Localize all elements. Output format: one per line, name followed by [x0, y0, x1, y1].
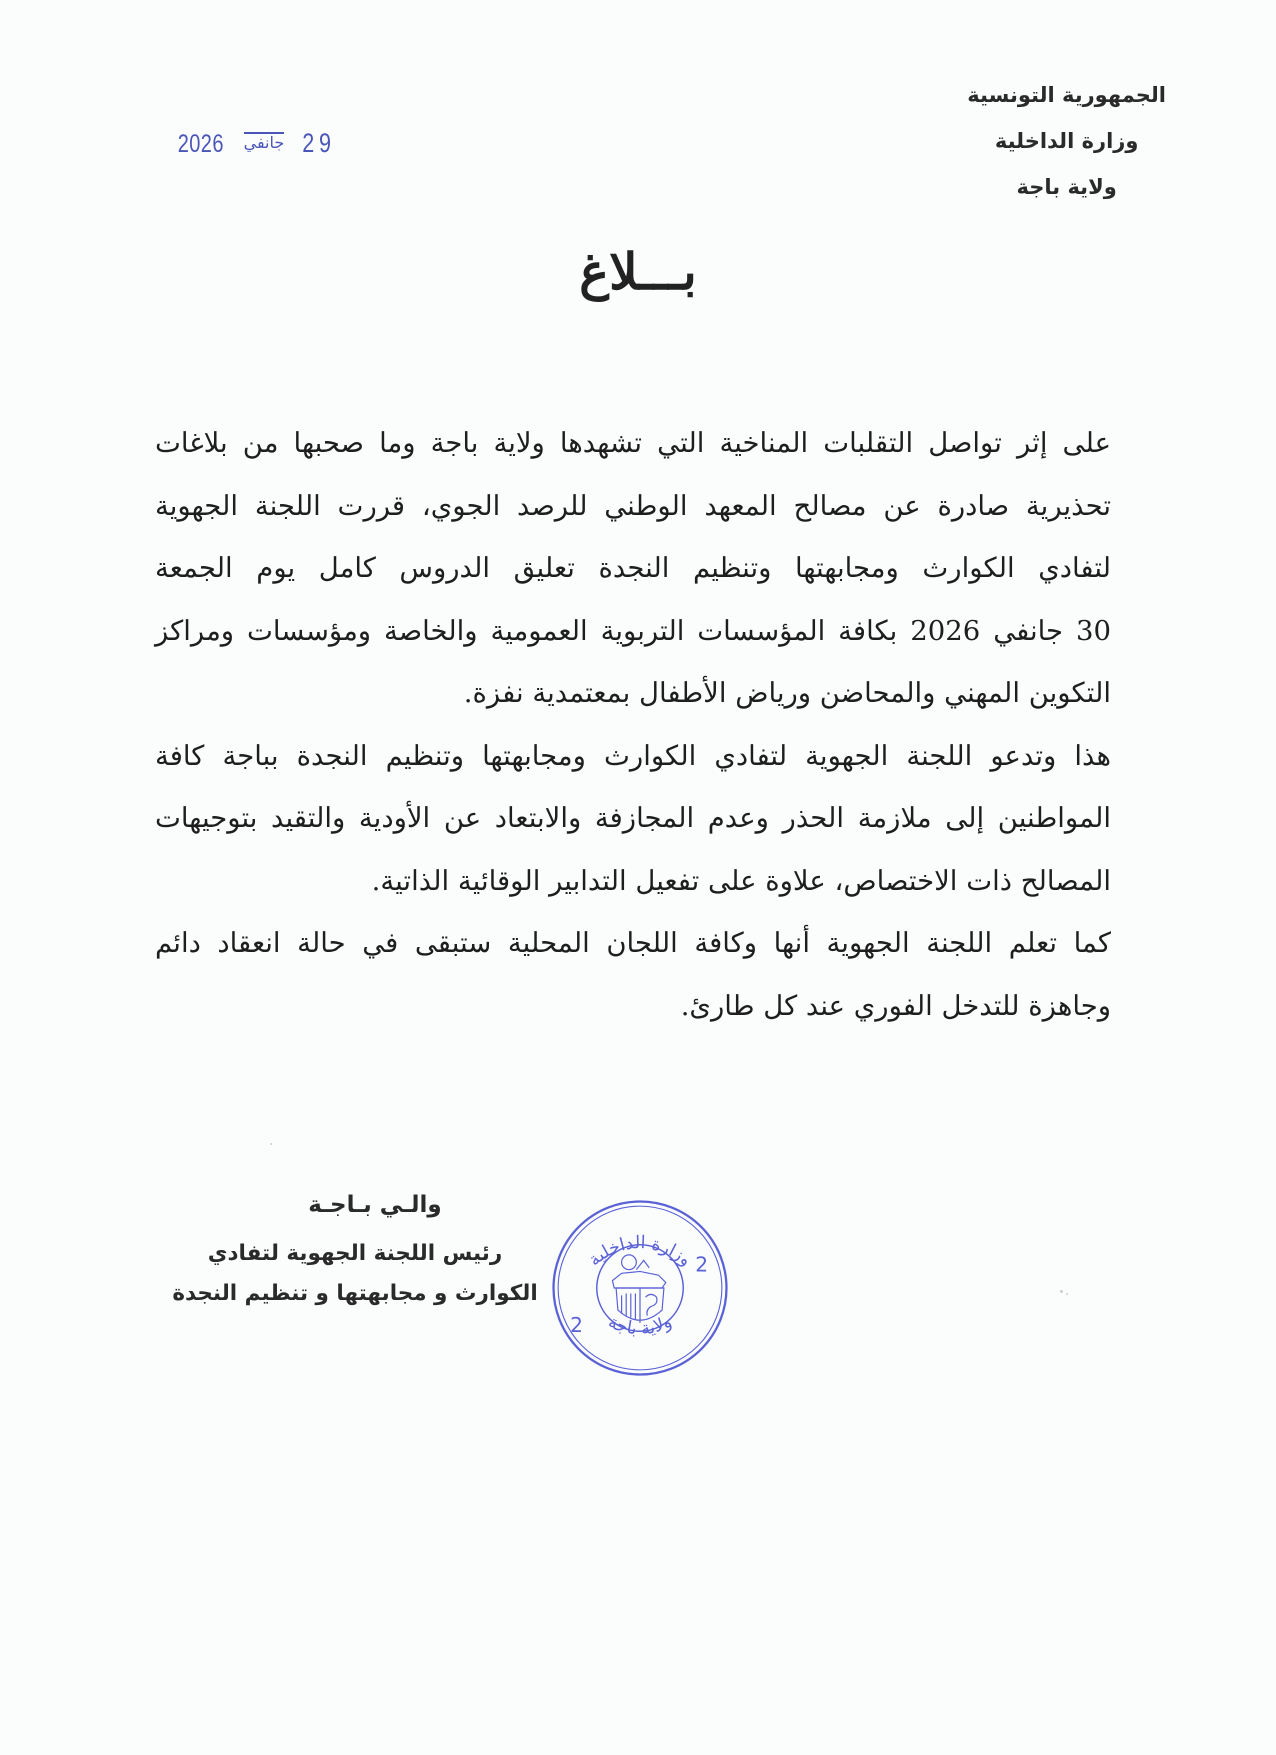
announcement-body [155, 412, 1111, 1037]
body-line: تحذيرية صادرة عن مصالح المعهد الوطني للرصد الجوي، قررت اللجنة الجهوية [155, 489, 1111, 522]
body-line: التكوين المهني والمحاضن ورياض الأطفال بمعتمدية نفزة. [463, 677, 1111, 709]
body-line: على إثر تواصل التقلبات المناخية التي تشهدها ولاية باجة وما صحبها من بلاغات [155, 427, 1111, 459]
date-month: جانفي [244, 132, 285, 153]
body-line: 30 جانفي 2026 بكافة المؤسسات التربوية العمومية والخاصة ومؤسسات ومراكز [155, 614, 1111, 647]
signatory-role-line1: رئيس اللجنة الجهوية لتفادي [207, 1241, 503, 1266]
scan-speck [1060, 1290, 1063, 1293]
seal-top-text: وزارة الداخلية [584, 1233, 696, 1271]
seal-icon [548, 1196, 732, 1380]
signatory-title: والـي بـاجـة [308, 1192, 442, 1218]
letterhead-governorate: ولاية باجة [1016, 175, 1117, 199]
official-seal [548, 1196, 732, 1380]
signatory-role-line2: الكوارث و مجابهتها و تنظيم النجدة [172, 1281, 538, 1306]
letterhead-republic: الجمهورية التونسية [967, 83, 1166, 107]
body-line: وجاهزة للتدخل الفوري عند كل طارئ. [680, 989, 1111, 1022]
coat-of-arms-icon [612, 1255, 665, 1323]
body-line: كما تعلم اللجنة الجهوية أنها وكافة اللجان المحلية ستبقى في حالة انعقاد دائم [155, 927, 1111, 959]
seal-number-right: 2 [695, 1252, 709, 1277]
date-day: 29 [302, 128, 337, 158]
date-stamp [172, 128, 340, 159]
signature-block [165, 1192, 545, 1314]
seal-bottom-text: ولاية باجة [604, 1312, 676, 1340]
scan-speck [270, 1143, 272, 1145]
body-line: لتفادي الكوارث ومجابهتها وتنظيم النجدة تعليق الدروس كامل يوم الجمعة [155, 552, 1111, 584]
body-line: هذا وتدعو اللجنة الجهوية لتفادي الكوارث ومجابهتها وتنظيم النجدة بباجة كافة [155, 739, 1111, 772]
body-line: المصالح ذات الاختصاص، علاوة على تفعيل التدابير الوقائية الذاتية. [371, 864, 1111, 897]
letterhead-ministry: وزارة الداخلية [994, 129, 1139, 153]
date-year: 2026 [177, 130, 224, 158]
document-title: بـــلاغ [579, 242, 697, 301]
scan-speck [1066, 1293, 1068, 1295]
body-line: المواطنين إلى ملازمة الحذر وعدم المجازفة والابتعاد عن الأودية والتقيد بتوجيهات [155, 802, 1111, 834]
seal-number-left: 2 [570, 1313, 583, 1338]
letterhead [967, 72, 1166, 210]
